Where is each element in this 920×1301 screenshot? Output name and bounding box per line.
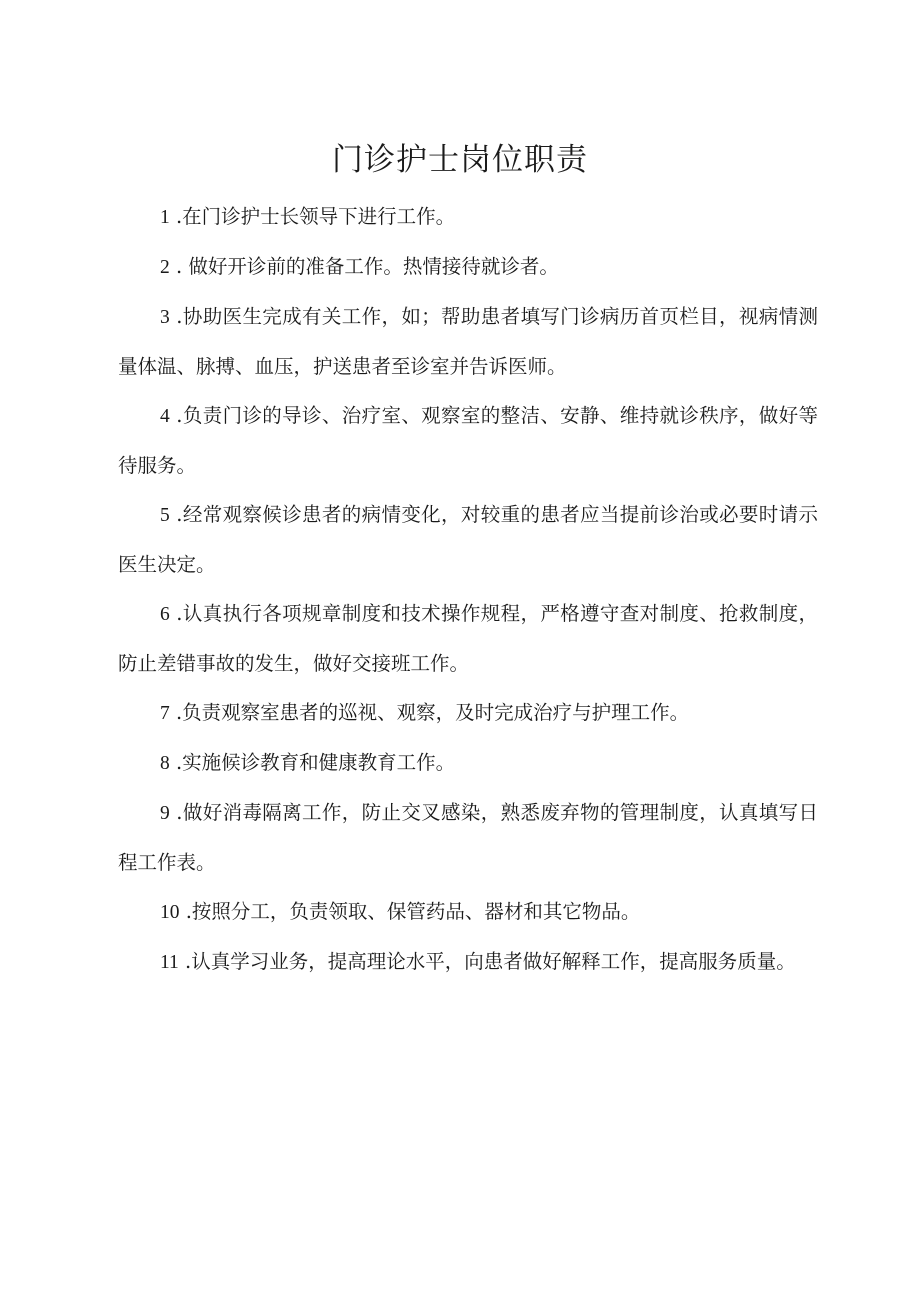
item-text: 按照分工，负责领取、保管药品、器材和其它物品。 bbox=[191, 900, 641, 923]
duty-item-1 bbox=[118, 192, 818, 242]
item-number: 11 bbox=[160, 952, 179, 973]
duty-item-2 bbox=[118, 242, 818, 292]
duty-item-10 bbox=[118, 887, 818, 937]
duty-item-3 bbox=[118, 292, 818, 391]
item-text: 做好消毒隔离工作，防止交叉感染，熟悉废弃物的管理制度，认真填写日程工作表。 bbox=[118, 801, 818, 874]
item-number: 10 bbox=[160, 902, 180, 923]
item-separator: . bbox=[169, 305, 183, 328]
item-separator: . bbox=[169, 751, 183, 774]
item-separator: . bbox=[179, 900, 192, 923]
item-separator: . bbox=[169, 205, 183, 228]
duty-item-9 bbox=[118, 788, 818, 887]
item-text: 经常观察候诊患者的病情变化，对较重的患者应当提前诊治或必要时请示医生决定。 bbox=[118, 503, 818, 576]
item-separator: . bbox=[178, 950, 192, 973]
item-number: 6 bbox=[160, 604, 170, 625]
duty-item-8 bbox=[118, 738, 818, 788]
duty-item-6 bbox=[118, 589, 818, 688]
item-separator: . bbox=[169, 503, 183, 526]
item-text: 认真学习业务，提高理论水平，向患者做好解释工作，提高服务质量。 bbox=[191, 950, 796, 973]
item-text: 认真执行各项规章制度和技术操作规程，严格遵守查对制度、抢救制度，防止差错事故的发生，做好交接班工作。 bbox=[118, 602, 818, 675]
duty-list bbox=[118, 192, 818, 987]
item-text: 实施候诊教育和健康教育工作。 bbox=[182, 751, 456, 774]
item-number: 4 bbox=[160, 406, 170, 427]
duty-item-7 bbox=[118, 688, 818, 738]
item-number: 3 bbox=[160, 307, 170, 328]
item-text: 协助医生完成有关工作，如；帮助患者填写门诊病历首页栏目，视病情测量体温、脉搏、血压，护送患者至诊室并告诉医师。 bbox=[118, 305, 818, 378]
item-text: 在门诊护士长领导下进行工作。 bbox=[182, 205, 456, 228]
item-text: 负责门诊的导诊、治疗室、观察室的整洁、安静、维持就诊秩序，做好等待服务。 bbox=[118, 404, 818, 477]
document-title: 门诊护士岗位职责 bbox=[332, 142, 588, 178]
duty-item-11 bbox=[118, 937, 818, 987]
item-number: 2 bbox=[160, 257, 170, 278]
item-text: 负责观察室患者的巡视、观察，及时完成治疗与护理工作。 bbox=[182, 701, 690, 724]
item-text: 做好开诊前的准备工作。热情接待就诊者。 bbox=[188, 255, 559, 278]
item-separator: . bbox=[169, 602, 183, 625]
item-number: 7 bbox=[160, 703, 170, 724]
item-separator: . bbox=[169, 801, 183, 824]
item-number: 5 bbox=[160, 505, 170, 526]
item-number: 9 bbox=[160, 803, 170, 824]
item-number: 1 bbox=[160, 207, 170, 228]
item-separator: . bbox=[169, 701, 183, 724]
duty-item-5 bbox=[118, 490, 818, 589]
item-separator: . bbox=[169, 404, 183, 427]
duty-item-4 bbox=[118, 391, 818, 490]
item-number: 8 bbox=[160, 753, 170, 774]
item-separator: . bbox=[169, 255, 189, 278]
